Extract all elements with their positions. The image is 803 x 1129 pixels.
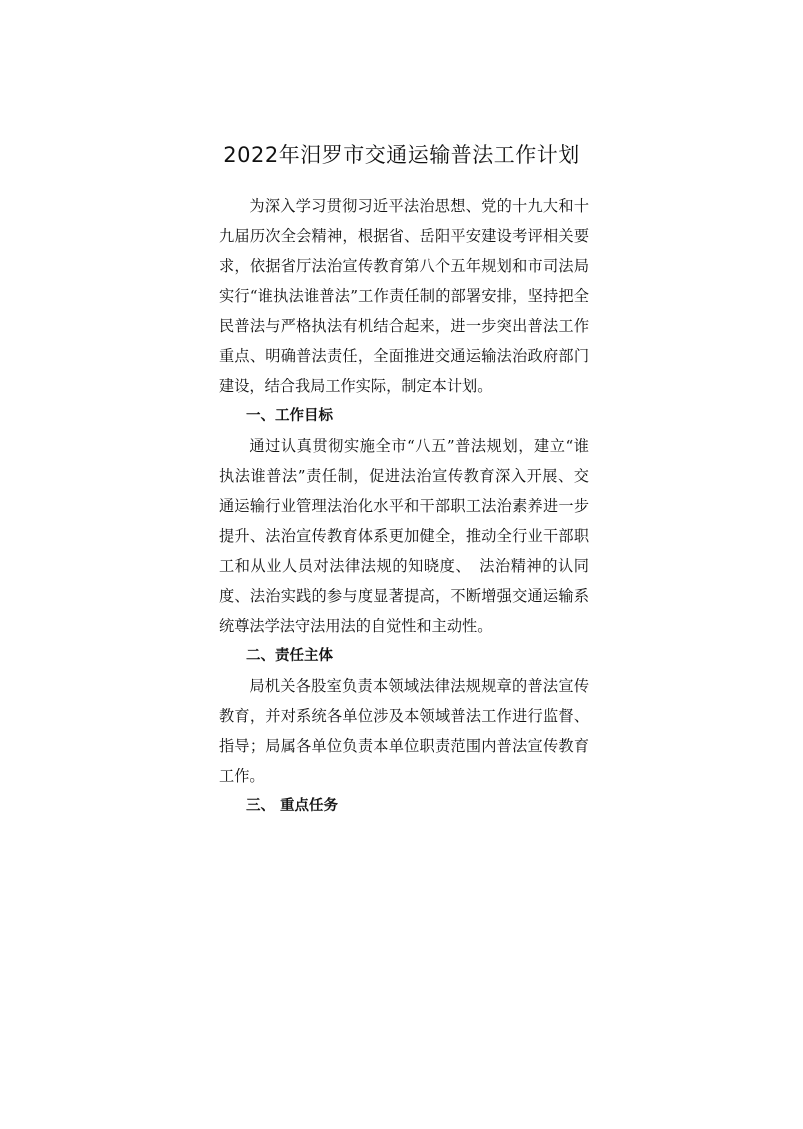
section-heading-responsibility: 二、责任主体: [246, 648, 333, 664]
section-heading-goals: 一、工作目标: [246, 408, 333, 424]
document-body: [219, 191, 589, 821]
section-heading-key-tasks: 三、 重点任务: [246, 798, 339, 814]
section-paragraph-goals: 通过认真贯彻实施全市“八五”普法规划，建立“谁执法谁普法”责任制，促进法治宣传教育深入开展、交通运输行业管理法治化水平和干部职工法治素养进一步提升、法治宣传教育体系更加健全，推动全行业干部职工和从业人员对法律法规的知晓度、 法治精神的认同度、法治实践的参与度显著提高，不断增强交通运输系统尊法学法守法用法的自觉性和主动性。: [219, 437, 589, 635]
intro-paragraph: 为深入学习贯彻习近平法治思想、党的十九大和十九届历次全会精神，根据省、岳阳平安建设考评相关要求，依据省厅法治宣传教育第八个五年规划和市司法局实行“谁执法谁普法”工作责任制的部署安排，坚持把全民普法与严格执法有机结合起来，进一步突出普法工作重点、明确普法责任，全面推进交通运输法治政府部门建设，结合我局工作实际，制定本计划。: [219, 197, 589, 395]
section-paragraph-responsibility: 局机关各股室负责本领域法律法规规章的普法宣传教育，并对系统各单位涉及本领域普法工作进行监督、指导；局属各单位负责本单位职责范围内普法宣传教育工作。: [219, 677, 589, 785]
document-title: 2022年汨罗市交通运输普法工作计划: [223, 143, 580, 167]
